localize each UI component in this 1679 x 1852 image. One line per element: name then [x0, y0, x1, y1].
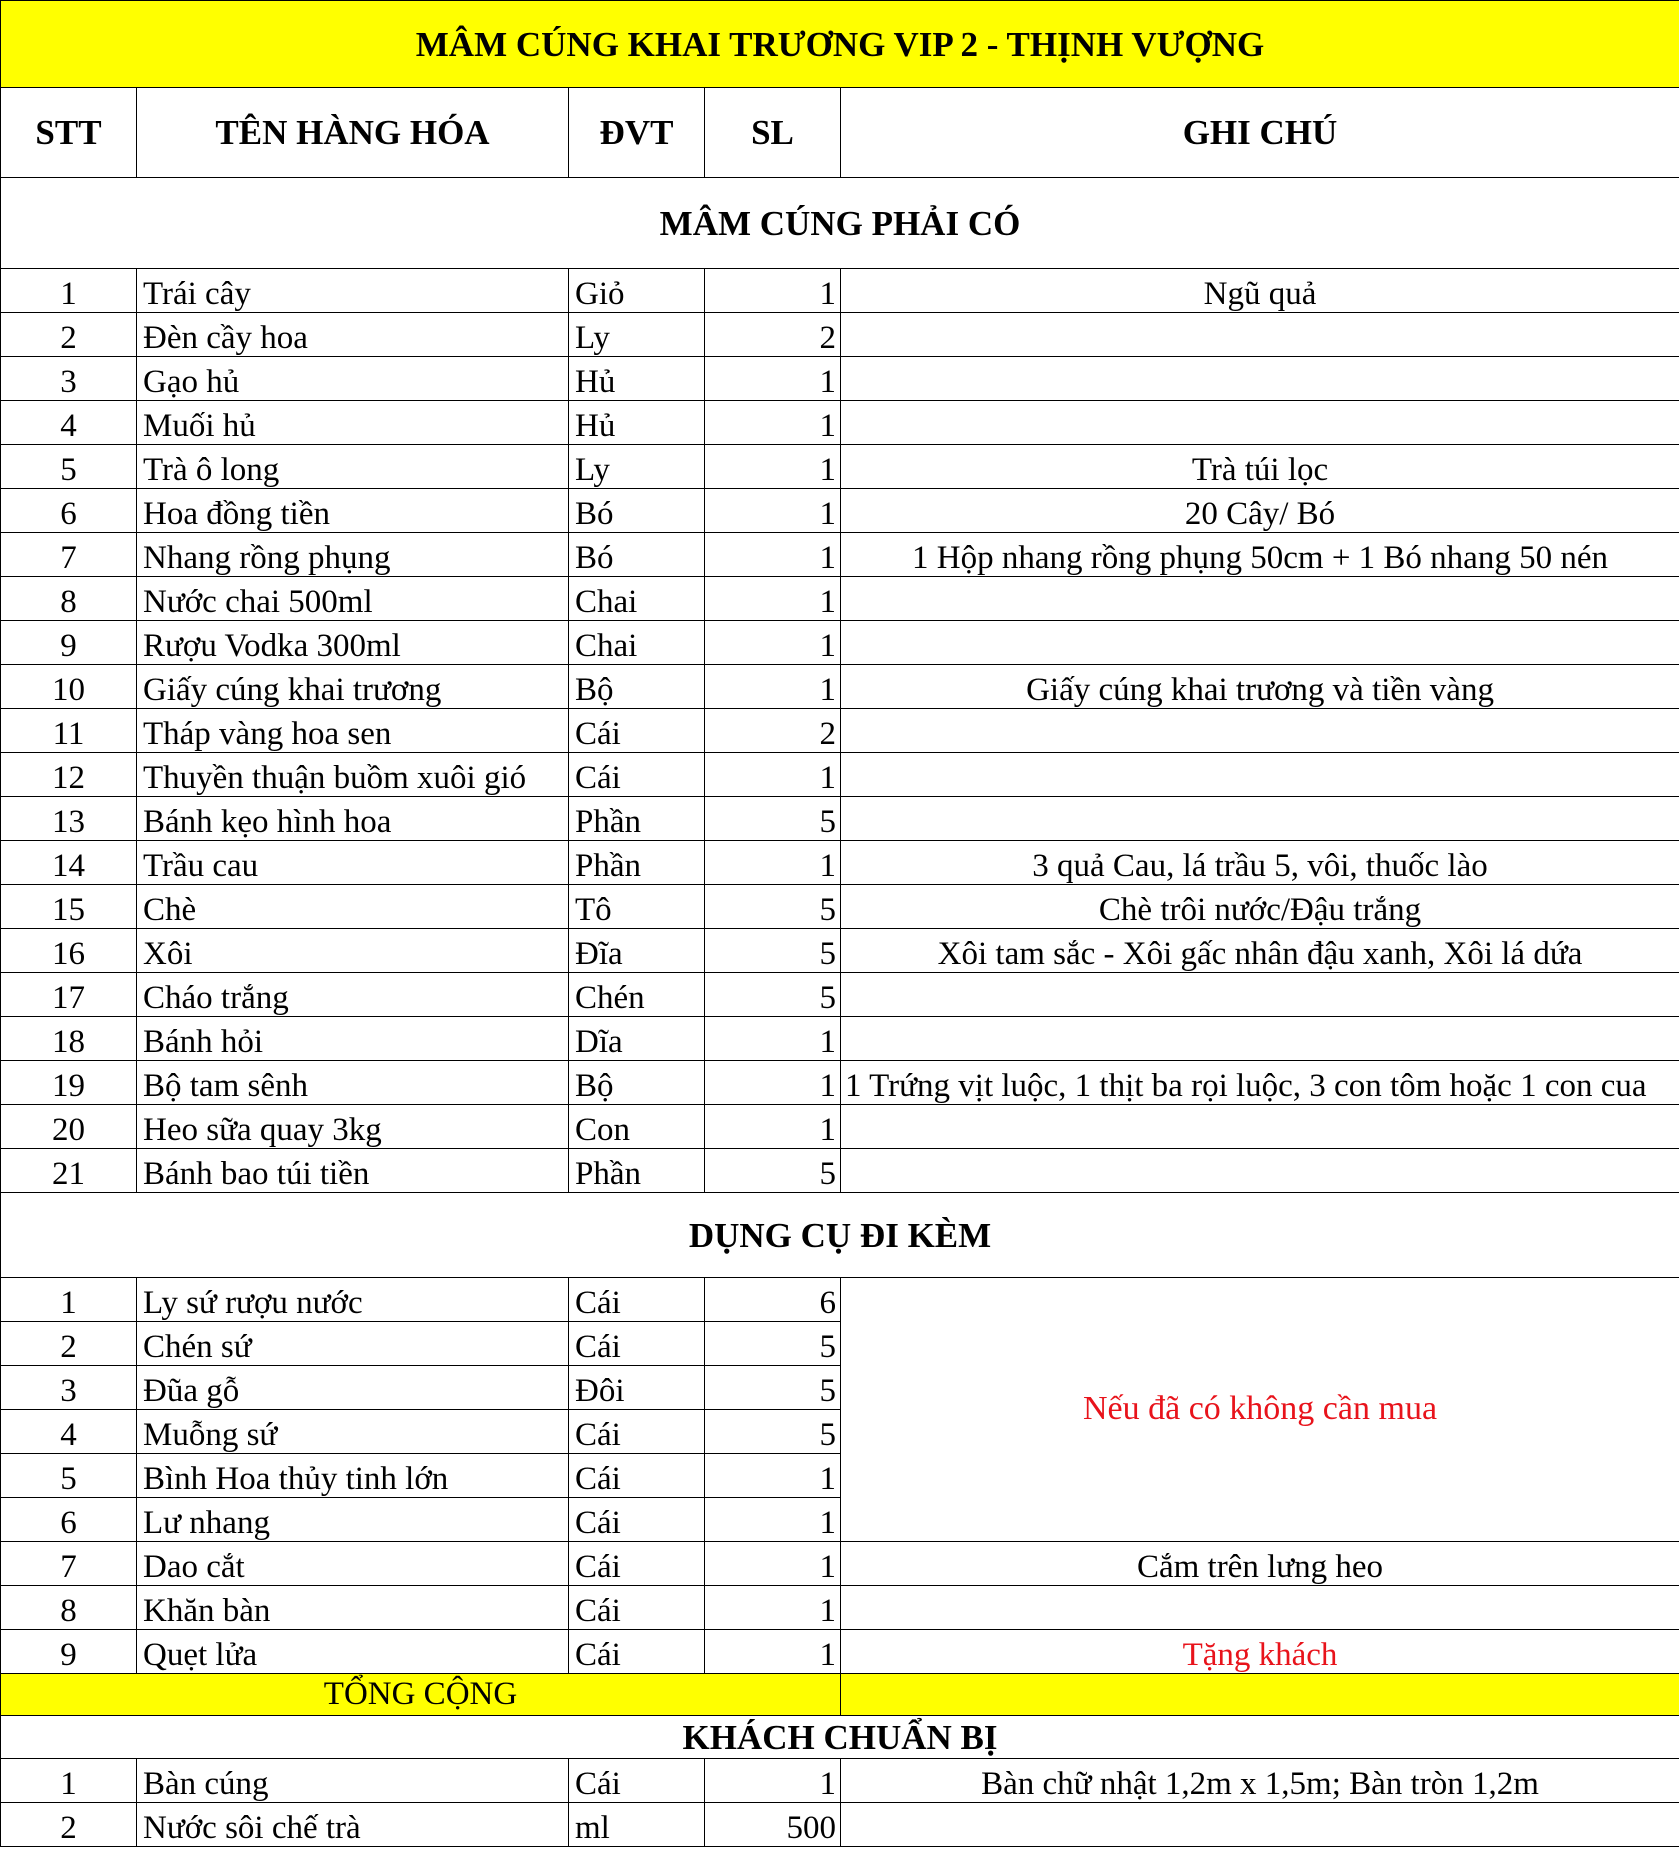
item-qty: 5 [705, 1366, 841, 1410]
item-stt: 2 [1, 1322, 137, 1366]
item-name: Gạo hủ [137, 357, 569, 401]
item-note [841, 401, 1679, 445]
item-name: Hoa đồng tiền [137, 489, 569, 533]
item-stt: 8 [1, 1586, 137, 1630]
header-stt: STT [1, 88, 137, 178]
table-row [1, 797, 1679, 841]
item-unit: Phần [569, 1149, 705, 1193]
item-stt: 20 [1, 1105, 137, 1149]
total-row [1, 1674, 1679, 1716]
item-name: Thuyền thuận buồm xuôi gió [137, 753, 569, 797]
item-note [841, 973, 1679, 1017]
table-row [1, 1061, 1679, 1105]
item-unit: Cái [569, 1410, 705, 1454]
table-row [1, 1105, 1679, 1149]
item-stt: 7 [1, 533, 137, 577]
item-name: Nước chai 500ml [137, 577, 569, 621]
item-unit: Phần [569, 841, 705, 885]
item-name: Rượu Vodka 300ml [137, 621, 569, 665]
item-note: Giấy cúng khai trương và tiền vàng [841, 665, 1679, 709]
item-note [841, 313, 1679, 357]
item-unit: Cái [569, 1454, 705, 1498]
item-note: Ngũ quả [841, 269, 1679, 313]
item-unit: Cái [569, 1498, 705, 1542]
item-note: Trà túi lọc [841, 445, 1679, 489]
table-row [1, 445, 1679, 489]
item-stt: 19 [1, 1061, 137, 1105]
table-row [1, 621, 1679, 665]
header-row [1, 88, 1679, 178]
item-name: Đũa gỗ [137, 1366, 569, 1410]
item-name: Chén sứ [137, 1322, 569, 1366]
item-stt: 14 [1, 841, 137, 885]
item-stt: 18 [1, 1017, 137, 1061]
table-row [1, 1630, 1679, 1674]
item-unit: Cái [569, 1322, 705, 1366]
item-stt: 10 [1, 665, 137, 709]
total-label: TỔNG CỘNG [1, 1674, 841, 1716]
item-name: Dao cắt [137, 1542, 569, 1586]
item-unit: Ly [569, 445, 705, 489]
item-qty: 1 [705, 269, 841, 313]
header-name: TÊN HÀNG HÓA [137, 88, 569, 178]
merged-note: Nếu đã có không cần mua [841, 1278, 1679, 1542]
item-name: Tháp vàng hoa sen [137, 709, 569, 753]
item-qty: 1 [705, 357, 841, 401]
item-stt: 17 [1, 973, 137, 1017]
item-stt: 2 [1, 313, 137, 357]
item-stt: 6 [1, 1498, 137, 1542]
item-name: Muối hủ [137, 401, 569, 445]
item-name: Heo sữa quay 3kg [137, 1105, 569, 1149]
item-note [841, 709, 1679, 753]
table-row [1, 1017, 1679, 1061]
item-qty: 1 [705, 1061, 841, 1105]
item-qty: 5 [705, 1322, 841, 1366]
total-value [841, 1674, 1679, 1716]
item-unit: Tô [569, 885, 705, 929]
item-stt: 5 [1, 445, 137, 489]
item-name: Xôi [137, 929, 569, 973]
item-stt: 12 [1, 753, 137, 797]
table-row [1, 841, 1679, 885]
item-qty: 1 [705, 1586, 841, 1630]
item-stt: 15 [1, 885, 137, 929]
item-qty: 1 [705, 489, 841, 533]
header-unit: ĐVT [569, 88, 705, 178]
item-name: Chè [137, 885, 569, 929]
header-note: GHI CHÚ [841, 88, 1679, 178]
item-unit: Bộ [569, 665, 705, 709]
item-name: Lư nhang [137, 1498, 569, 1542]
table-row [1, 357, 1679, 401]
item-qty: 1 [705, 1498, 841, 1542]
item-unit: Ly [569, 313, 705, 357]
item-name: Bộ tam sênh [137, 1061, 569, 1105]
item-stt: 1 [1, 1759, 137, 1803]
item-note: 1 Trứng vịt luộc, 1 thịt ba rọi luộc, 3 con tôm hoặc 1 con cua [841, 1061, 1679, 1105]
item-stt: 9 [1, 621, 137, 665]
item-stt: 7 [1, 1542, 137, 1586]
item-note [841, 753, 1679, 797]
item-stt: 4 [1, 401, 137, 445]
item-note: Bàn chữ nhật 1,2m x 1,5m; Bàn tròn 1,2m [841, 1759, 1679, 1803]
item-unit: Cái [569, 709, 705, 753]
item-name: Trái cây [137, 269, 569, 313]
item-qty: 1 [705, 1630, 841, 1674]
item-note [841, 797, 1679, 841]
table-row [1, 1149, 1679, 1193]
item-qty: 1 [705, 401, 841, 445]
item-unit: Bộ [569, 1061, 705, 1105]
sheet-title: MÂM CÚNG KHAI TRƯƠNG VIP 2 - THỊNH VƯỢNG [1, 1, 1679, 88]
table-row [1, 753, 1679, 797]
item-stt: 1 [1, 269, 137, 313]
table-row [1, 973, 1679, 1017]
item-stt: 5 [1, 1454, 137, 1498]
item-note: Chè trôi nước/Đậu trắng [841, 885, 1679, 929]
header-qty: SL [705, 88, 841, 178]
table-row [1, 1542, 1679, 1586]
item-qty: 5 [705, 885, 841, 929]
item-qty: 2 [705, 709, 841, 753]
item-name: Bánh kẹo hình hoa [137, 797, 569, 841]
item-qty: 1 [705, 577, 841, 621]
item-unit: Cái [569, 1759, 705, 1803]
item-qty: 1 [705, 753, 841, 797]
item-stt: 2 [1, 1803, 137, 1847]
section-title: KHÁCH CHUẨN BỊ [1, 1716, 1679, 1759]
item-qty: 1 [705, 533, 841, 577]
item-unit: Chai [569, 577, 705, 621]
item-name: Cháo trắng [137, 973, 569, 1017]
table-row [1, 1759, 1679, 1803]
item-note [841, 1803, 1679, 1847]
item-unit: Cái [569, 753, 705, 797]
item-name: Giấy cúng khai trương [137, 665, 569, 709]
table-row [1, 401, 1679, 445]
item-note [841, 621, 1679, 665]
item-stt: 3 [1, 357, 137, 401]
item-note [841, 357, 1679, 401]
item-unit: Con [569, 1105, 705, 1149]
item-qty: 2 [705, 313, 841, 357]
item-qty: 500 [705, 1803, 841, 1847]
table-row [1, 665, 1679, 709]
item-unit: Cái [569, 1630, 705, 1674]
item-unit: Đĩa [569, 929, 705, 973]
item-qty: 6 [705, 1278, 841, 1322]
item-name: Khăn bàn [137, 1586, 569, 1630]
table-row [1, 313, 1679, 357]
item-qty: 1 [705, 445, 841, 489]
item-note: 3 quả Cau, lá trầu 5, vôi, thuốc lào [841, 841, 1679, 885]
item-name: Quẹt lửa [137, 1630, 569, 1674]
item-qty: 5 [705, 1149, 841, 1193]
item-unit: Đôi [569, 1366, 705, 1410]
item-stt: 8 [1, 577, 137, 621]
item-stt: 21 [1, 1149, 137, 1193]
item-note: 1 Hộp nhang rồng phụng 50cm + 1 Bó nhang 50 nén [841, 533, 1679, 577]
section-title: DỤNG CỤ ĐI KÈM [1, 1193, 1679, 1278]
item-qty: 5 [705, 929, 841, 973]
item-qty: 1 [705, 665, 841, 709]
item-name: Nhang rồng phụng [137, 533, 569, 577]
item-unit: Cái [569, 1542, 705, 1586]
item-stt: 6 [1, 489, 137, 533]
item-stt: 4 [1, 1410, 137, 1454]
item-name: Ly sứ rượu nước [137, 1278, 569, 1322]
item-note: Cắm trên lưng heo [841, 1542, 1679, 1586]
item-qty: 1 [705, 1759, 841, 1803]
item-name: Nước sôi chế trà [137, 1803, 569, 1847]
item-note: 20 Cây/ Bó [841, 489, 1679, 533]
item-qty: 5 [705, 973, 841, 1017]
item-stt: 3 [1, 1366, 137, 1410]
item-qty: 1 [705, 621, 841, 665]
item-stt: 11 [1, 709, 137, 753]
item-qty: 1 [705, 841, 841, 885]
item-unit: Dĩa [569, 1017, 705, 1061]
item-unit: Giỏ [569, 269, 705, 313]
item-name: Bàn cúng [137, 1759, 569, 1803]
table-row [1, 1586, 1679, 1630]
section-row [1, 178, 1679, 269]
item-stt: 16 [1, 929, 137, 973]
item-note [841, 1586, 1679, 1630]
item-note [841, 1105, 1679, 1149]
item-qty: 1 [705, 1105, 841, 1149]
item-unit: Phần [569, 797, 705, 841]
item-unit: Cái [569, 1586, 705, 1630]
item-qty: 5 [705, 1410, 841, 1454]
item-qty: 1 [705, 1542, 841, 1586]
item-stt: 1 [1, 1278, 137, 1322]
table-row [1, 709, 1679, 753]
table-row [1, 929, 1679, 973]
item-note [841, 1017, 1679, 1061]
item-name: Bình Hoa thủy tinh lớn [137, 1454, 569, 1498]
item-unit: Chai [569, 621, 705, 665]
item-qty: 1 [705, 1454, 841, 1498]
item-unit: ml [569, 1803, 705, 1847]
table-row [1, 1278, 1679, 1322]
item-unit: Chén [569, 973, 705, 1017]
item-unit: Bó [569, 533, 705, 577]
title-row [1, 1, 1679, 88]
item-qty: 5 [705, 797, 841, 841]
item-note: Xôi tam sắc - Xôi gấc nhân đậu xanh, Xôi lá dứa [841, 929, 1679, 973]
item-unit: Hủ [569, 401, 705, 445]
table-row [1, 269, 1679, 313]
table-row [1, 1803, 1679, 1847]
item-name: Trà ô long [137, 445, 569, 489]
item-unit: Hủ [569, 357, 705, 401]
table-row [1, 577, 1679, 621]
item-name: Bánh bao túi tiền [137, 1149, 569, 1193]
item-name: Muỗng sứ [137, 1410, 569, 1454]
item-unit: Bó [569, 489, 705, 533]
table-row [1, 885, 1679, 929]
item-name: Bánh hỏi [137, 1017, 569, 1061]
item-name: Đèn cầy hoa [137, 313, 569, 357]
section-row [1, 1716, 1679, 1759]
item-unit: Cái [569, 1278, 705, 1322]
item-note [841, 1149, 1679, 1193]
item-stt: 9 [1, 1630, 137, 1674]
table-row [1, 489, 1679, 533]
table-row [1, 533, 1679, 577]
item-name: Trầu cau [137, 841, 569, 885]
item-note: Tặng khách [841, 1630, 1679, 1674]
section-title: MÂM CÚNG PHẢI CÓ [1, 178, 1679, 269]
item-stt: 13 [1, 797, 137, 841]
item-note [841, 577, 1679, 621]
item-qty: 1 [705, 1017, 841, 1061]
section-row [1, 1193, 1679, 1278]
